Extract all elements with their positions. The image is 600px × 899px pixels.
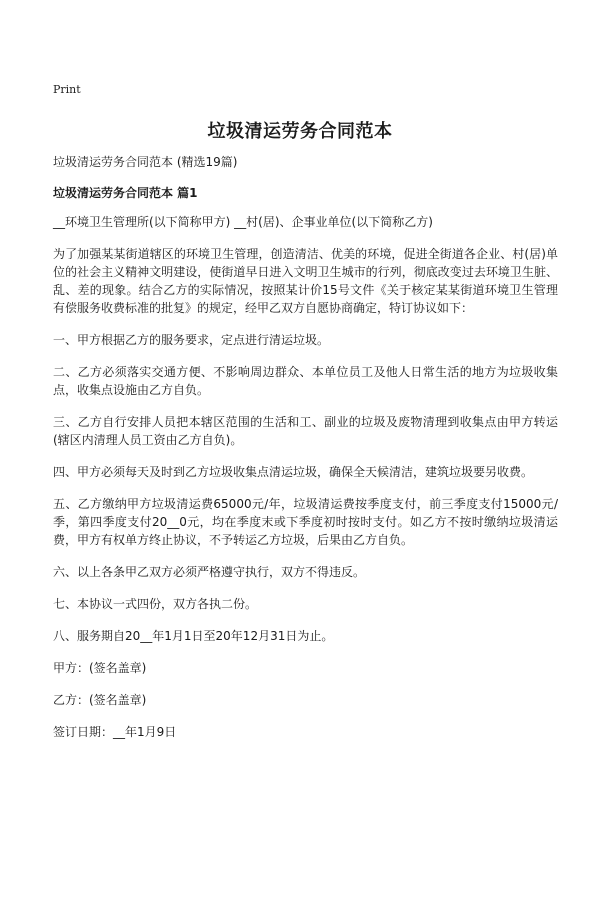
clause-3: 三、乙方自行安排人员把本辖区范围的生活和工、副业的垃圾及废物清理到收集点由甲方转运(辖区内清理人员工资由乙方自负)。	[53, 415, 558, 447]
document-title: 垃圾清运劳务合同范本	[207, 121, 393, 142]
party-a-signature: 甲方：(签名盖章)	[53, 661, 147, 675]
party-b-signature: 乙方：(签名盖章)	[53, 693, 147, 707]
section-heading: 垃圾清运劳务合同范本 篇1	[53, 186, 198, 200]
clause-6: 六、以上各条甲乙双方必须严格遵守执行，双方不得违反。	[53, 565, 366, 579]
document-subtitle: 垃圾清运劳务合同范本 (精选19篇)	[53, 155, 238, 169]
clause-7: 七、本协议一式四份，双方各执二份。	[53, 597, 258, 611]
clause-4: 四、甲方必须每天及时到乙方垃圾收集点清运垃圾，确保全天候清洁，建筑垃圾要另收费。	[53, 465, 534, 479]
clause-1: 一、甲方根据乙方的服务要求，定点进行清运垃圾。	[53, 333, 330, 347]
clause-5: 五、乙方缴纳甲方垃圾清运费65000元/年，垃圾清运费按季度支付，前三季度支付15000元/季，第四季度支付20__0元，均在季度末或下季度初时按时支付。如乙方不按时缴纳垃圾清运费，甲方有权单方终止协议，不予转运乙方垃圾，后果由乙方自负。	[53, 497, 558, 547]
paragraph-preamble: 为了加强某某街道辖区的环境卫生管理，创造清洁、优美的环境，促进全街道各企业、村(居)单位的社会主义精神文明建设，使街道早日进入文明卫生城市的行列，彻底改变过去环境卫生脏、乱、差的现象。结合乙方的实际情况，按照某计价15号文件《关于核定某某街道环境卫生管理有偿服务收费标准的批复》的规定，经甲乙双方自愿协商确定，特订协议如下：	[53, 247, 558, 315]
clause-8: 八、服务期自20__年1月1日至20年12月31日为止。	[53, 629, 334, 643]
signing-date: 签订日期：__年1月9日	[53, 725, 177, 739]
document-body	[53, 153, 558, 755]
clause-2: 二、乙方必须落实交通方便、不影响周边群众、本单位员工及他人日常生活的地方为垃圾收集点，收集点设施由乙方自负。	[53, 365, 558, 397]
print-link[interactable]: Print	[53, 83, 81, 96]
paragraph-parties: __环境卫生管理所(以下简称甲方) __村(居)、企事业单位(以下简称乙方)	[53, 215, 433, 229]
